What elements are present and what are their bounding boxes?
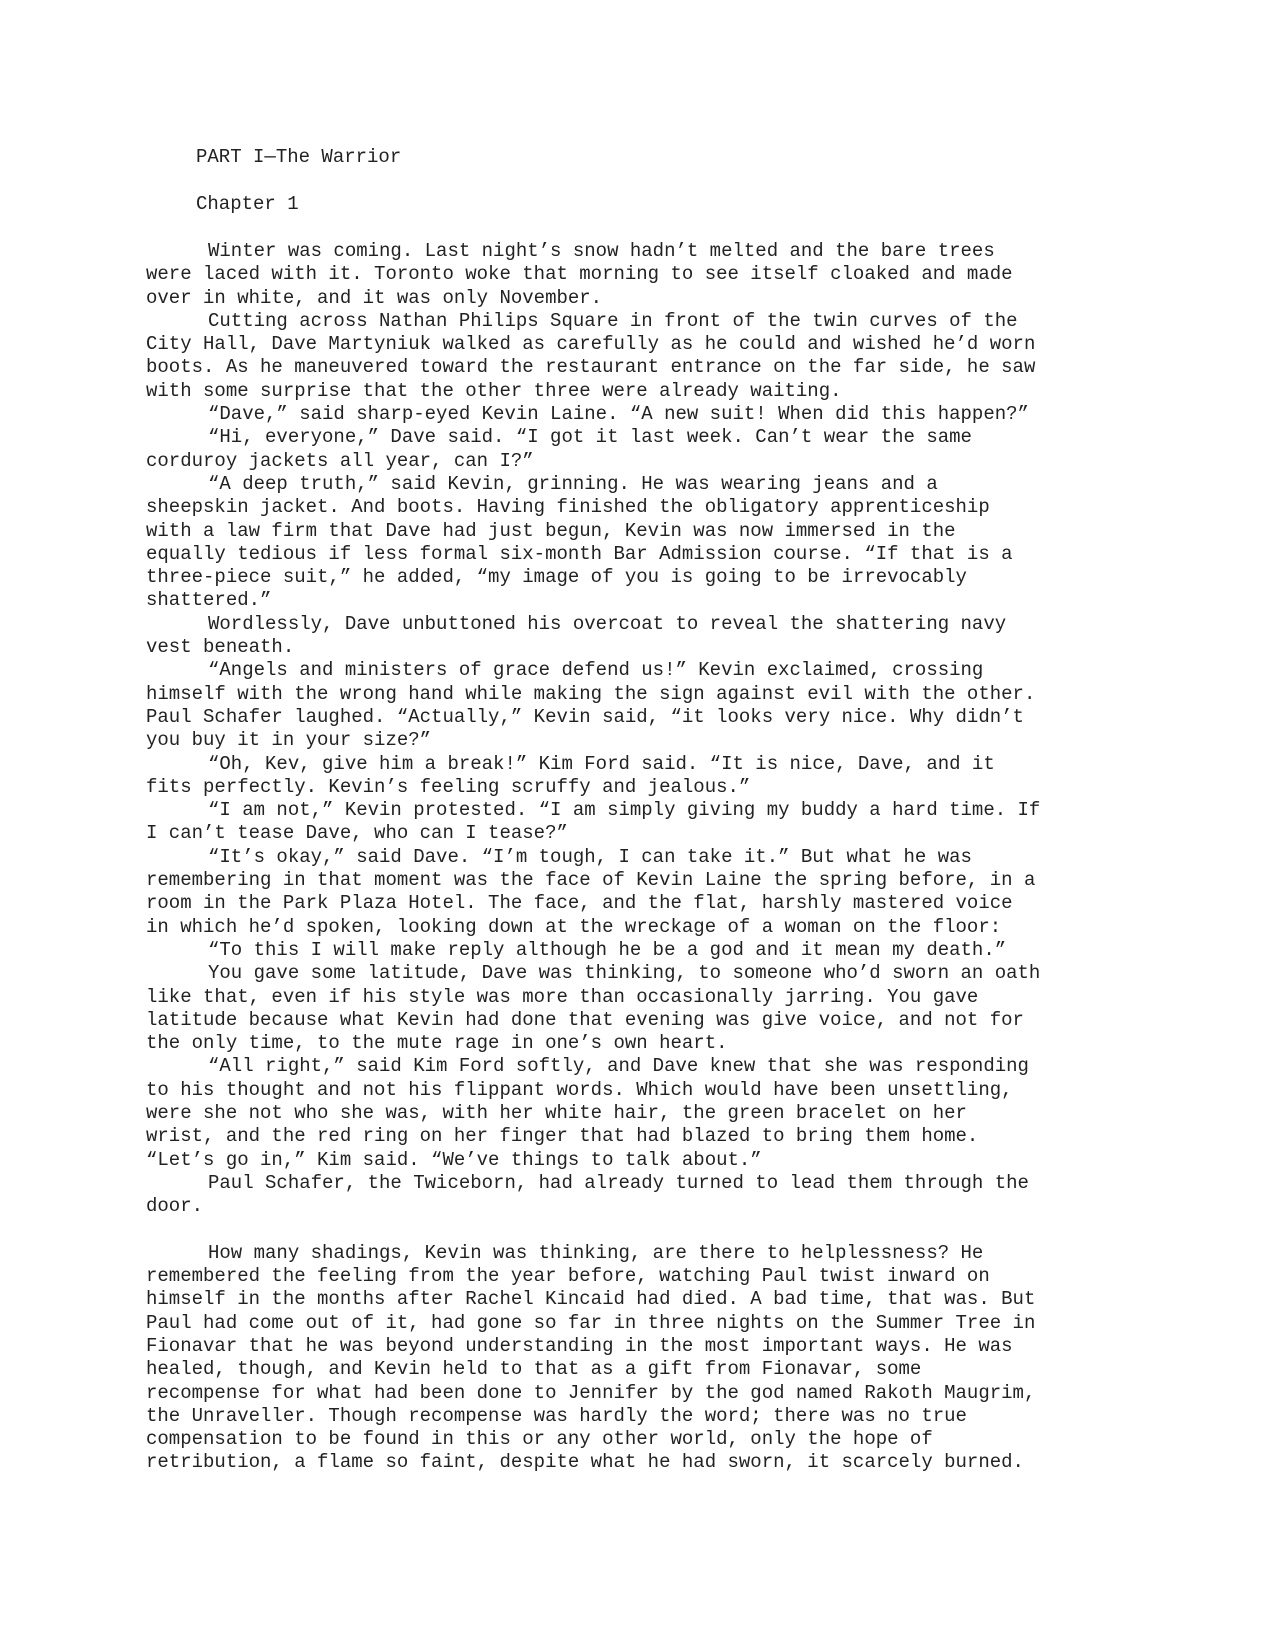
chapter-title: Chapter 1	[196, 193, 299, 215]
paragraph: “Hi, everyone,” Dave said. “I got it last week. Can’t wear the same corduroy jackets all year, can I?”	[146, 426, 972, 472]
paragraph: Wordlessly, Dave unbuttoned his overcoat to reveal the shattering navy vest beneath.	[146, 612, 1007, 659]
paragraph: “Oh, Kev, give him a break!” Kim Ford said. “It is nice, Dave, and it fits perfectly. Kevin’s feeling scruffy and jealous.”	[146, 752, 995, 798]
section-break	[146, 1218, 1256, 1241]
paragraph: Winter was coming. Last night’s snow hadn’t melted and the bare trees were laced with it. Toronto woke that morning to see itself cloaked and made over in white, and it was only November.	[146, 240, 1013, 309]
paragraph: “I am not,” Kevin protested. “I am simply giving my buddy a hard time. If I can’t tease Dave, who can I tease?”	[146, 799, 1041, 845]
paragraph: “It’s okay,” said Dave. “I’m tough, I can take it.” But what he was remembering in that moment was the face of Kevin Laine the spring before, in a room in the Park Plaza Hotel. The face, and the flat, harshly mastered voice in which he’d spoken, looking down at the wreckage of a woman on the floor:	[146, 845, 1036, 938]
paragraph: “All right,” said Kim Ford softly, and Dave knew that she was responding to his thought and not his flippant words. Which would have been unsettling, were she not who she was, with her white hair, the green bracelet on her wrist, and the red ring on her finger that had blazed to bring them home. “Let’s go in,” Kim said. “We’ve things to talk about.”	[146, 1055, 1029, 1171]
paragraph: How many shadings, Kevin was thinking, are there to helplessness? He remembered the feeling from the year before, watching Paul twist inward on himself in the months after Rachel Kincaid had died. A bad time, that was. But Paul had come out of it, had gone so far in three nights on the Summer Tree in Fionavar that he was beyond understanding in the most important ways. He was healed, though, and Kevin held to that as a gift from Fionavar, some recompense for what had been done to Jennifer by the god named Rakoth Maugrim, the Unraveller. Though recompense was hardly the word; there was no true compensation to be found in this or any other world, only the hope of retribution, a flame so faint, despite what he had sworn, it scarcely burned.	[146, 1241, 1036, 1474]
paragraph: Cutting across Nathan Philips Square in front of the twin curves of the City Hall, Dave Martyniuk walked as carefully as he could and wished he’d worn boots. As he maneuvered toward the restaurant entrance on the far side, he saw with some surprise that the other three were already waiting.	[146, 309, 1036, 402]
paragraph: “A deep truth,” said Kevin, grinning. He was wearing jeans and a sheepskin jacket. And boots. Having finished the obligatory apprenticeship with a law firm that Dave had just begun, Kevin was now immersed in the equally tedious if less formal six-month Bar Admission course. “If that is a three-piece suit,” he added, “my image of you is going to be irrevocably shattered.”	[146, 472, 1013, 612]
paragraph: “To this I will make reply although he be a god and it mean my death.”	[208, 938, 1007, 961]
paragraph: “Angels and ministers of grace defend us!” Kevin exclaimed, crossing himself with the wrong hand while making the sign against evil with the other. Paul Schafer laughed. “Actually,” Kevin said, “it looks very nice. Why didn’t you buy it in your size?”	[146, 659, 1036, 752]
paragraph: Paul Schafer, the Twiceborn, had already turned to lead them through the door.	[146, 1171, 1029, 1218]
paragraph: “Dave,” said sharp-eyed Kevin Laine. “A new suit! When did this happen?”	[208, 403, 1029, 426]
chapter-body	[146, 240, 1256, 1475]
part-title: PART I—The Warrior	[196, 146, 402, 168]
paragraph: You gave some latitude, Dave was thinking, to someone who’d sworn an oath like that, even if his style was more than occasionally jarring. You gave latitude because what Kevin had done that evening was give voice, and not for the only time, to the mute rage in one’s own heart.	[146, 962, 1041, 1055]
